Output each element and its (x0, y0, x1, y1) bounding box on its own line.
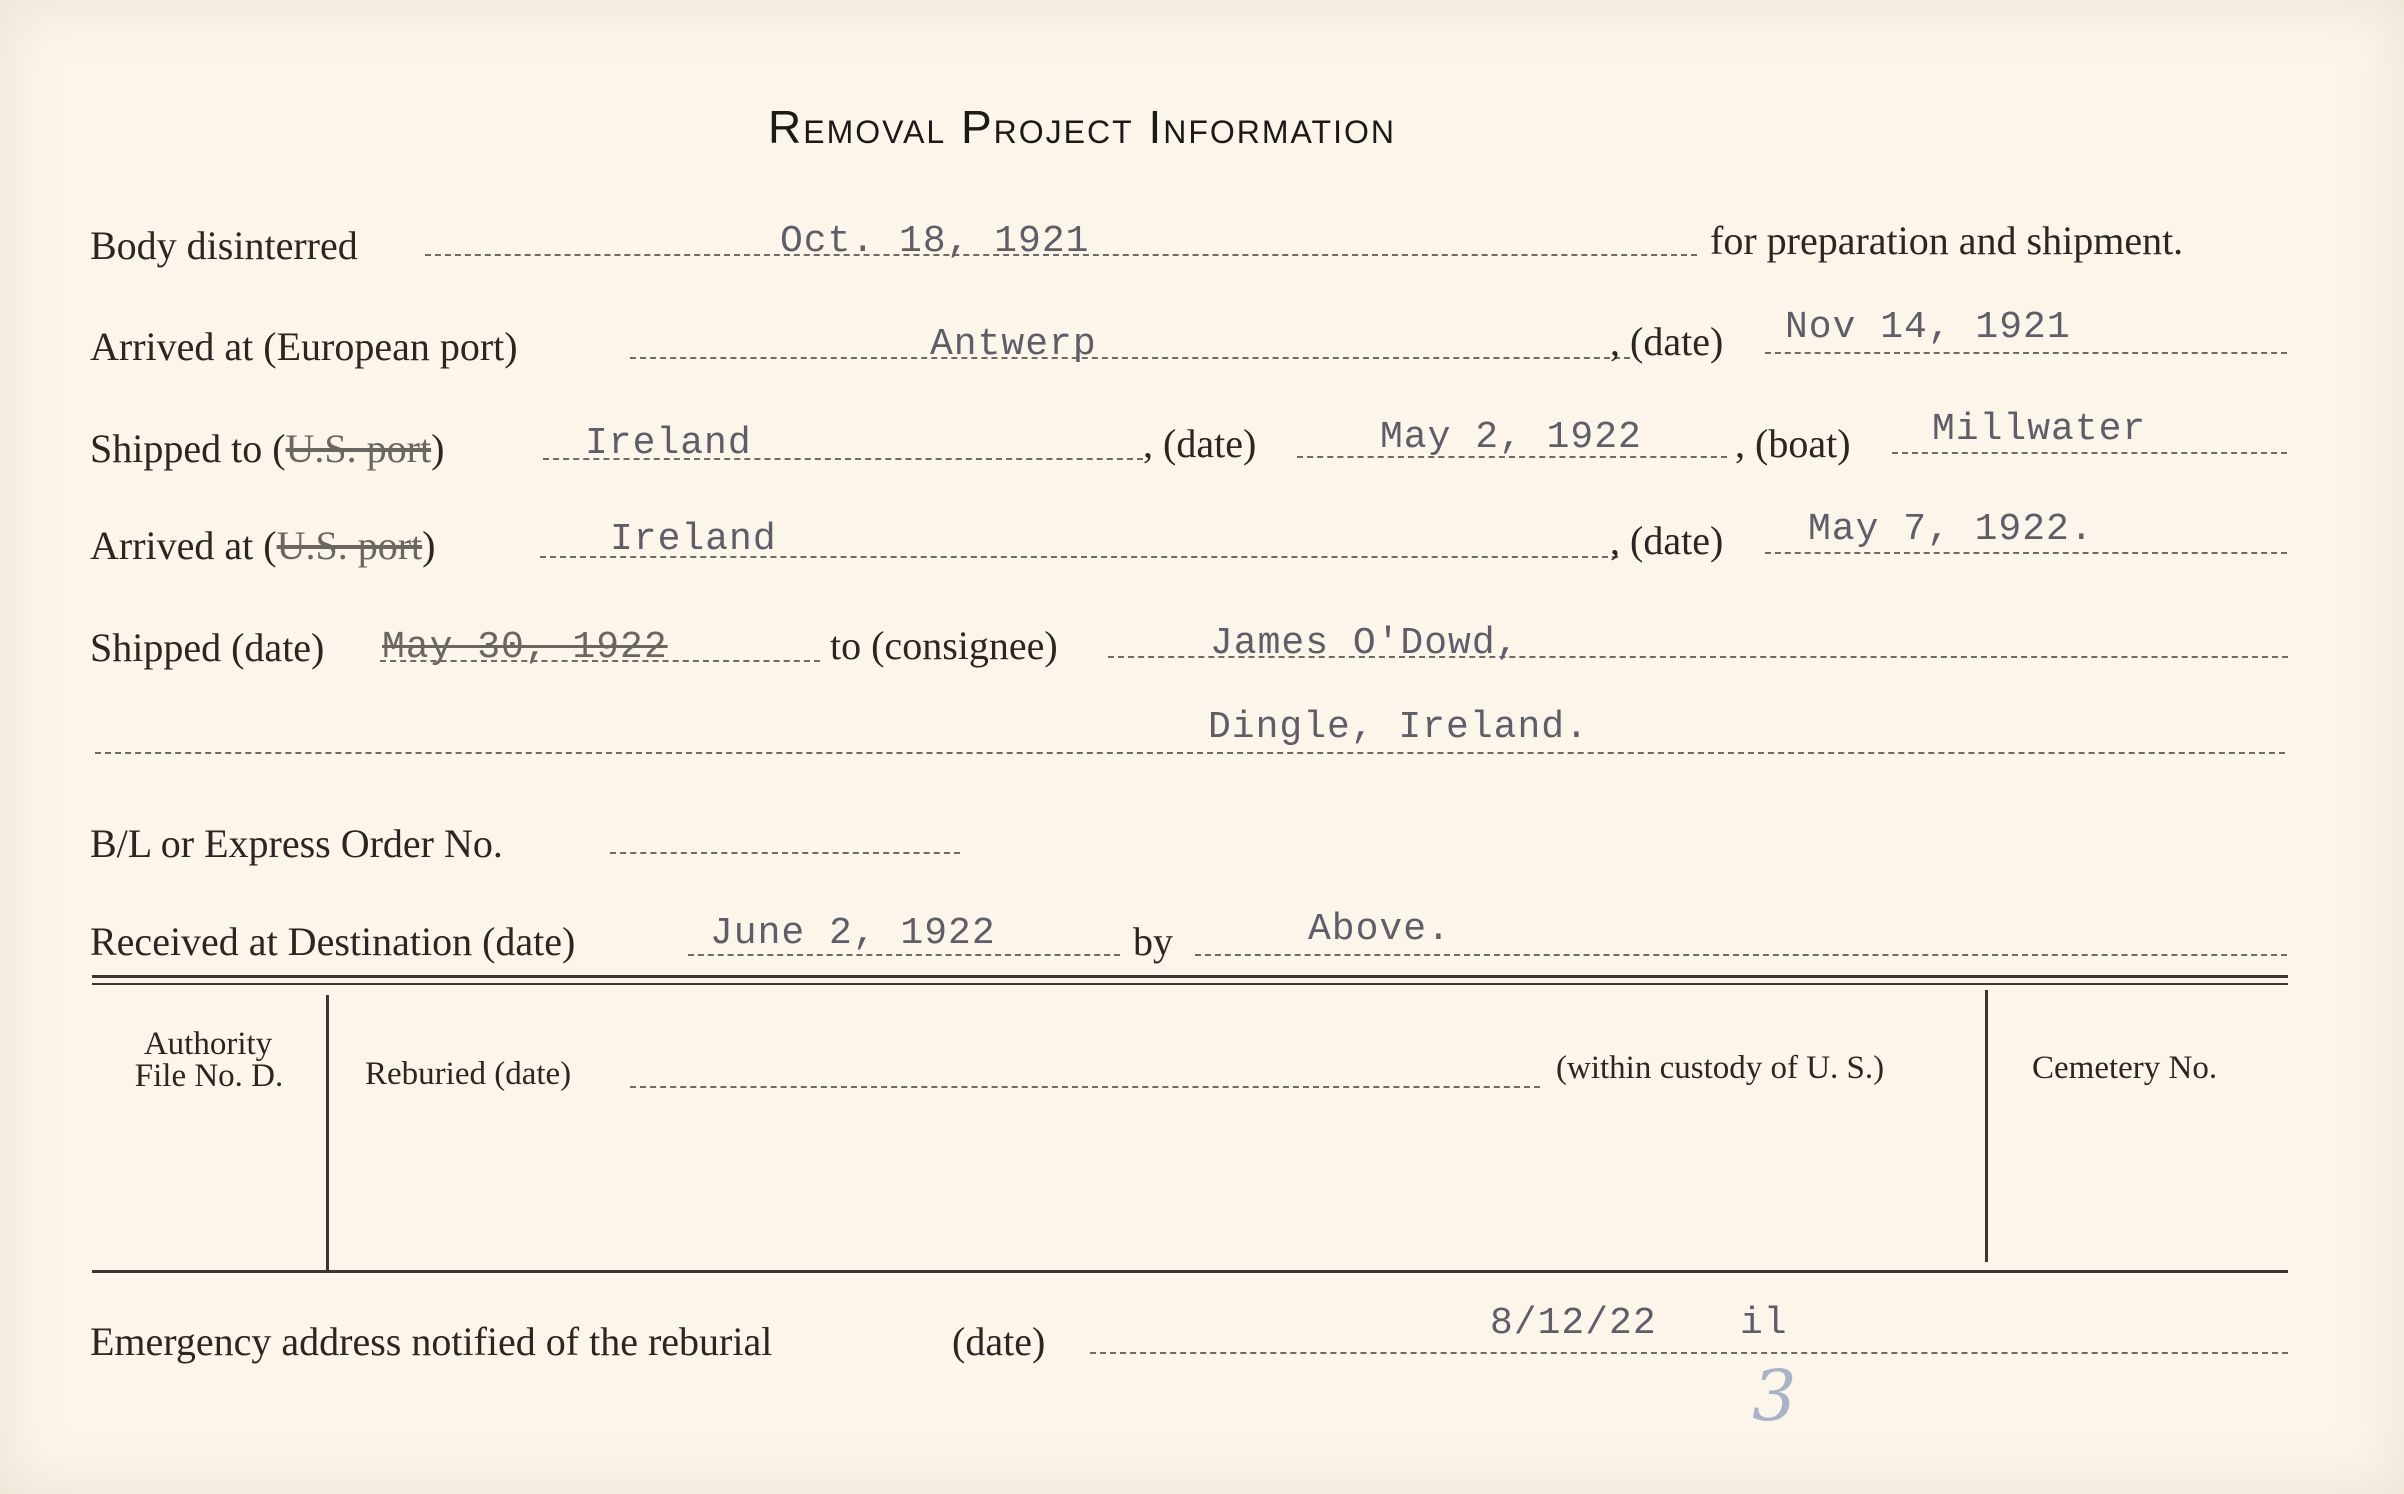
cemetery-label: Cemetery No. (2032, 1050, 2218, 1086)
arrived-european-port-value: Antwerp (930, 323, 1097, 366)
shipped-to-value: Ireland (585, 422, 752, 465)
arrived-european-port-label: Arrived at (European port) (90, 324, 518, 369)
arrived-european-port-date-line (1765, 352, 2287, 354)
box-divider-left (326, 995, 329, 1270)
reburied-line (630, 1086, 1540, 1088)
arrived-at-value: Ireland (610, 518, 777, 561)
body-disinterred-label: Body disinterred (90, 223, 358, 268)
shipped-date-value: May 30, 1922 (382, 626, 668, 669)
arrived-at-date: May 7, 1922. (1808, 508, 2094, 551)
consignee-address: Dingle, Ireland. (1208, 706, 1589, 749)
double-rule-bottom (92, 983, 2288, 985)
boat-line (1892, 452, 2287, 454)
arrived-european-port-date-label: , (date) (1610, 319, 1724, 364)
emergency-initials: il (1740, 1302, 1788, 1345)
box-bottom-rule (92, 1270, 2288, 1273)
handwritten-mark: 3 (1752, 1355, 1797, 1437)
emergency-label: Emergency address notified of the reburial (90, 1319, 773, 1364)
custody-label: (within custody of U. S.) (1556, 1050, 1885, 1086)
bl-order-label: B/L or Express Order No. (90, 821, 503, 866)
shipped-date-label: Shipped (date) (90, 625, 325, 670)
consignee-address-line (95, 752, 2285, 754)
body-disinterred-value: Oct. 18, 1921 (780, 220, 1090, 263)
shipped-to-date-label: , (date) (1143, 421, 1257, 466)
arrived-at-label: Arrived at (U.S. port) (90, 523, 436, 568)
shipped-to-struck-text: U.S. port (285, 426, 432, 471)
received-by-line (1195, 954, 2287, 956)
arrived-at-struck-text: U.S. port (276, 523, 423, 568)
boat-label: , (boat) (1735, 421, 1851, 466)
preparation-suffix: for preparation and shipment. (1710, 218, 2184, 263)
received-date: June 2, 1922 (710, 912, 996, 955)
shipped-to-date: May 2, 1922 (1380, 416, 1642, 459)
arrived-at-date-line (1765, 552, 2287, 554)
file-no-label: File No. D. (134, 1058, 284, 1094)
consignee-label: to (consignee) (830, 623, 1058, 668)
emergency-date: 8/12/22 (1490, 1302, 1657, 1345)
arrived-at-date-label: , (date) (1610, 518, 1724, 563)
consignee-name: James O'Dowd, (1210, 622, 1520, 665)
double-rule-top (92, 975, 2288, 978)
arrived-european-port-date: Nov 14, 1921 (1785, 306, 2071, 349)
reburied-label: Reburied (date) (365, 1056, 572, 1092)
shipped-to-label: Shipped to (U.S. port) (90, 426, 445, 471)
bl-order-line (610, 852, 960, 854)
received-by-value: Above. (1308, 908, 1451, 951)
received-label: Received at Destination (date) (90, 919, 576, 964)
box-divider-right (1985, 990, 1988, 1262)
arrived-european-port-line (630, 357, 1630, 359)
card-title: Removal Project Information (768, 101, 1396, 153)
received-by-label: by (1133, 919, 1173, 964)
emergency-line (1090, 1352, 2288, 1354)
authority-label: Authority (143, 1026, 273, 1062)
boat-value: Millwater (1932, 408, 2147, 451)
emergency-date-label: (date) (952, 1319, 1046, 1364)
